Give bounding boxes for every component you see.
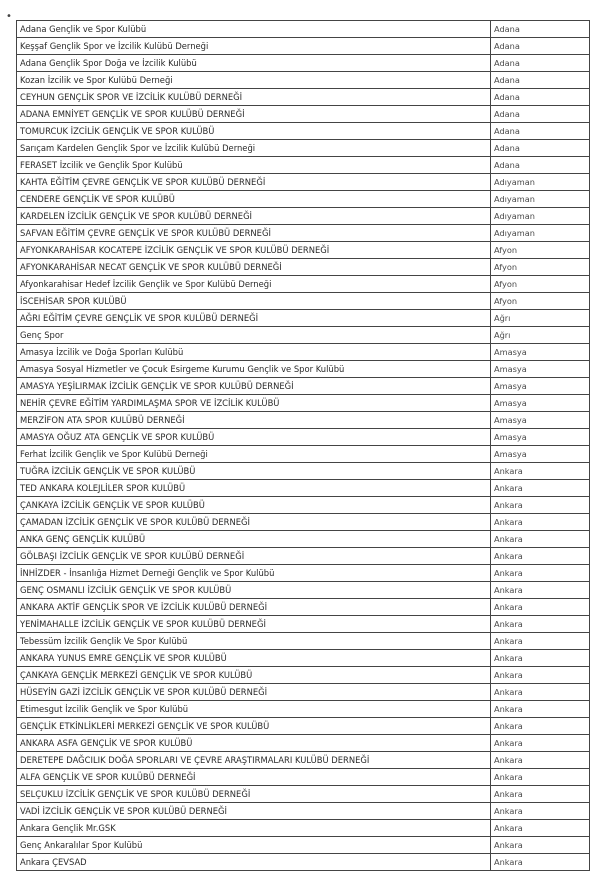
club-name-cell: SAFVAN EĞİTİM ÇEVRE GENÇLİK VE SPOR KULÜBÜ DERNEĞİ xyxy=(17,225,491,242)
table-row xyxy=(17,701,590,718)
city-cell: Ankara xyxy=(491,497,590,514)
table-row xyxy=(17,259,590,276)
city-cell: Afyon xyxy=(491,276,590,293)
club-name-cell: Afyonkarahisar Hedef İzcilik Gençlik ve Spor Kulübü Derneği xyxy=(17,276,491,293)
city-cell: Adıyaman xyxy=(491,225,590,242)
club-name-cell: ÇANKAYA İZCİLİK GENÇLİK VE SPOR KULÜBÜ xyxy=(17,497,491,514)
table-row xyxy=(17,633,590,650)
club-name-cell: GÖLBAŞI İZCİLİK GENÇLİK VE SPOR KULÜBÜ DERNEĞİ xyxy=(17,548,491,565)
club-name-cell: ADANA EMNİYET GENÇLİK VE SPOR KULÜBÜ DERNEĞİ xyxy=(17,106,491,123)
table-row xyxy=(17,599,590,616)
club-name-cell: GENÇLİK ETKİNLİKLERİ MERKEZİ GENÇLİK VE SPOR KULÜBÜ xyxy=(17,718,491,735)
table-row xyxy=(17,837,590,854)
city-cell: Adana xyxy=(491,89,590,106)
club-name-cell: Ankara Gençlik Mr.GSK xyxy=(17,820,491,837)
table-row xyxy=(17,531,590,548)
club-name-cell: ANKARA AKTİF GENÇLİK SPOR VE İZCİLİK KULÜBÜ DERNEĞİ xyxy=(17,599,491,616)
table-row xyxy=(17,344,590,361)
city-cell: Adıyaman xyxy=(491,208,590,225)
city-cell: Ankara xyxy=(491,565,590,582)
city-cell: Ankara xyxy=(491,548,590,565)
club-name-cell: Genç Spor xyxy=(17,327,491,344)
table-row xyxy=(17,21,590,38)
table-row xyxy=(17,157,590,174)
club-name-cell: Tebessüm İzcilik Gençlik Ve Spor Kulübü xyxy=(17,633,491,650)
table-row xyxy=(17,803,590,820)
city-cell: Ankara xyxy=(491,650,590,667)
table-row xyxy=(17,174,590,191)
table-row xyxy=(17,140,590,157)
club-name-cell: Adana Gençlik Spor Doğa ve İzcilik Kulübü xyxy=(17,55,491,72)
table-row xyxy=(17,310,590,327)
club-name-cell: AMASYA YEŞİLIRMAK İZCİLİK GENÇLİK VE SPOR KULÜBÜ DERNEĞİ xyxy=(17,378,491,395)
city-cell: Ağrı xyxy=(491,310,590,327)
club-name-cell: GENÇ OSMANLI İZCİLİK GENÇLİK VE SPOR KULÜBÜ xyxy=(17,582,491,599)
city-cell: Ankara xyxy=(491,599,590,616)
city-cell: Adana xyxy=(491,123,590,140)
city-cell: Ankara xyxy=(491,582,590,599)
table-row xyxy=(17,752,590,769)
table-row xyxy=(17,480,590,497)
city-cell: Ankara xyxy=(491,786,590,803)
city-cell: Ankara xyxy=(491,769,590,786)
table-row xyxy=(17,786,590,803)
table-row xyxy=(17,89,590,106)
club-name-cell: AĞRI EĞİTİM ÇEVRE GENÇLİK VE SPOR KULÜBÜ DERNEĞİ xyxy=(17,310,491,327)
table-row xyxy=(17,735,590,752)
city-cell: Amasya xyxy=(491,378,590,395)
club-name-cell: Adana Gençlik ve Spor Kulübü xyxy=(17,21,491,38)
table-row xyxy=(17,106,590,123)
club-name-cell: ANKARA ASFA GENÇLİK VE SPOR KULÜBÜ xyxy=(17,735,491,752)
city-cell: Ankara xyxy=(491,514,590,531)
table-row xyxy=(17,327,590,344)
table-row xyxy=(17,72,590,89)
city-cell: Ankara xyxy=(491,718,590,735)
club-name-cell: Etimesgut İzcilik Gençlik ve Spor Kulübü xyxy=(17,701,491,718)
bullet-mark: • xyxy=(6,11,12,22)
table-row xyxy=(17,361,590,378)
table-row xyxy=(17,548,590,565)
club-name-cell: MERZİFON ATA SPOR KULÜBÜ DERNEĞİ xyxy=(17,412,491,429)
club-name-cell: Kozan İzcilik ve Spor Kulübü Derneği xyxy=(17,72,491,89)
city-cell: Adana xyxy=(491,157,590,174)
city-cell: Adıyaman xyxy=(491,174,590,191)
club-name-cell: Ankara ÇEVSAD xyxy=(17,854,491,871)
city-cell: Ankara xyxy=(491,480,590,497)
city-cell: Ağrı xyxy=(491,327,590,344)
table-row xyxy=(17,225,590,242)
table-row xyxy=(17,191,590,208)
city-cell: Ankara xyxy=(491,463,590,480)
table-row xyxy=(17,667,590,684)
table-row xyxy=(17,378,590,395)
table-row xyxy=(17,446,590,463)
city-cell: Ankara xyxy=(491,633,590,650)
city-cell: Ankara xyxy=(491,667,590,684)
table-row xyxy=(17,242,590,259)
city-cell: Adana xyxy=(491,38,590,55)
city-cell: Adana xyxy=(491,72,590,89)
club-name-cell: Keşşaf Gençlik Spor ve İzcilik Kulübü Derneği xyxy=(17,38,491,55)
table-row xyxy=(17,854,590,871)
club-name-cell: FERASET İzcilik ve Gençlik Spor Kulübü xyxy=(17,157,491,174)
club-name-cell: VADİ İZCİLİK GENÇLİK VE SPOR KULÜBÜ DERNEĞİ xyxy=(17,803,491,820)
club-name-cell: AMASYA OĞUZ ATA GENÇLİK VE SPOR KULÜBÜ xyxy=(17,429,491,446)
club-name-cell: ALFA GENÇLİK VE SPOR KULÜBÜ DERNEĞİ xyxy=(17,769,491,786)
city-cell: Adana xyxy=(491,21,590,38)
club-name-cell: ÇANKAYA GENÇLİK MERKEZİ GENÇLİK VE SPOR KULÜBÜ xyxy=(17,667,491,684)
club-name-cell: CEYHUN GENÇLİK SPOR VE İZCİLİK KULÜBÜ DERNEĞİ xyxy=(17,89,491,106)
club-name-cell: KARDELEN İZCİLİK GENÇLİK VE SPOR KULÜBÜ DERNEĞİ xyxy=(17,208,491,225)
table-row xyxy=(17,123,590,140)
table-row xyxy=(17,429,590,446)
club-name-cell: İSCEHİSAR SPOR KULÜBÜ xyxy=(17,293,491,310)
club-name-cell: AFYONKARAHİSAR NECAT GENÇLİK VE SPOR KULÜBÜ DERNEĞİ xyxy=(17,259,491,276)
table-body xyxy=(17,21,590,871)
club-name-cell: Sarıçam Kardelen Gençlik Spor ve İzcilik Kulübü Derneği xyxy=(17,140,491,157)
city-cell: Adana xyxy=(491,55,590,72)
club-name-cell: TUĞRA İZCİLİK GENÇLİK VE SPOR KULÜBÜ xyxy=(17,463,491,480)
club-name-cell: Genç Ankaralılar Spor Kulübü xyxy=(17,837,491,854)
club-name-cell: SELÇUKLU İZCİLİK GENÇLİK VE SPOR KULÜBÜ DERNEĞİ xyxy=(17,786,491,803)
city-cell: Ankara xyxy=(491,735,590,752)
table-row xyxy=(17,55,590,72)
table-row xyxy=(17,38,590,55)
club-name-cell: HÜSEYİN GAZİ İZCİLİK GENÇLİK VE SPOR KULÜBÜ DERNEĞİ xyxy=(17,684,491,701)
city-cell: Ankara xyxy=(491,531,590,548)
table-row xyxy=(17,293,590,310)
table-row xyxy=(17,565,590,582)
club-name-cell: TOMURCUK İZCİLİK GENÇLİK VE SPOR KULÜBÜ xyxy=(17,123,491,140)
club-registry-table xyxy=(16,20,590,871)
city-cell: Ankara xyxy=(491,701,590,718)
city-cell: Amasya xyxy=(491,344,590,361)
club-name-cell: Ferhat İzcilik Gençlik ve Spor Kulübü Derneği xyxy=(17,446,491,463)
city-cell: Ankara xyxy=(491,684,590,701)
club-name-cell: ANKA GENÇ GENÇLİK KULÜBÜ xyxy=(17,531,491,548)
club-name-cell: CENDERE GENÇLİK VE SPOR KULÜBÜ xyxy=(17,191,491,208)
city-cell: Afyon xyxy=(491,259,590,276)
city-cell: Adana xyxy=(491,106,590,123)
club-name-cell: DERETEPE DAĞCILIK DOĞA SPORLARI VE ÇEVRE ARAŞTIRMALARI KULÜBÜ DERNEĞİ xyxy=(17,752,491,769)
city-cell: Ankara xyxy=(491,803,590,820)
city-cell: Ankara xyxy=(491,616,590,633)
table-row xyxy=(17,514,590,531)
city-cell: Ankara xyxy=(491,752,590,769)
club-name-cell: AFYONKARAHİSAR KOCATEPE İZCİLİK GENÇLİK VE SPOR KULÜBÜ DERNEĞİ xyxy=(17,242,491,259)
table-row xyxy=(17,820,590,837)
city-cell: Adıyaman xyxy=(491,191,590,208)
club-name-cell: Amasya İzcilik ve Doğa Sporları Kulübü xyxy=(17,344,491,361)
table-row xyxy=(17,650,590,667)
club-name-cell: Amasya Sosyal Hizmetler ve Çocuk Esirgeme Kurumu Gençlik ve Spor Kulübü xyxy=(17,361,491,378)
city-cell: Amasya xyxy=(491,395,590,412)
club-name-cell: ÇAMADAN İZCİLİK GENÇLİK VE SPOR KULÜBÜ DERNEĞİ xyxy=(17,514,491,531)
table-row xyxy=(17,718,590,735)
table-row xyxy=(17,684,590,701)
city-cell: Ankara xyxy=(491,820,590,837)
table-row xyxy=(17,497,590,514)
city-cell: Adana xyxy=(491,140,590,157)
table-row xyxy=(17,276,590,293)
city-cell: Afyon xyxy=(491,242,590,259)
table-row xyxy=(17,208,590,225)
table-row xyxy=(17,412,590,429)
club-name-cell: ANKARA YUNUS EMRE GENÇLİK VE SPOR KULÜBÜ xyxy=(17,650,491,667)
club-name-cell: KAHTA EĞİTİM ÇEVRE GENÇLİK VE SPOR KULÜBÜ DERNEĞİ xyxy=(17,174,491,191)
club-name-cell: İNHİZDER - İnsanlığa Hizmet Derneği Gençlik ve Spor Kulübü xyxy=(17,565,491,582)
city-cell: Amasya xyxy=(491,446,590,463)
club-name-cell: NEHİR ÇEVRE EĞİTİM YARDIMLAŞMA SPOR VE İZCİLİK KULÜBÜ xyxy=(17,395,491,412)
city-cell: Ankara xyxy=(491,854,590,871)
table-row xyxy=(17,463,590,480)
table-row xyxy=(17,582,590,599)
table-row xyxy=(17,395,590,412)
city-cell: Amasya xyxy=(491,361,590,378)
city-cell: Ankara xyxy=(491,837,590,854)
table-row xyxy=(17,616,590,633)
city-cell: Amasya xyxy=(491,429,590,446)
city-cell: Amasya xyxy=(491,412,590,429)
city-cell: Afyon xyxy=(491,293,590,310)
club-name-cell: TED ANKARA KOLEJLİLER SPOR KULÜBÜ xyxy=(17,480,491,497)
club-name-cell: YENİMAHALLE İZCİLİK GENÇLİK VE SPOR KULÜBÜ DERNEĞİ xyxy=(17,616,491,633)
table-row xyxy=(17,769,590,786)
